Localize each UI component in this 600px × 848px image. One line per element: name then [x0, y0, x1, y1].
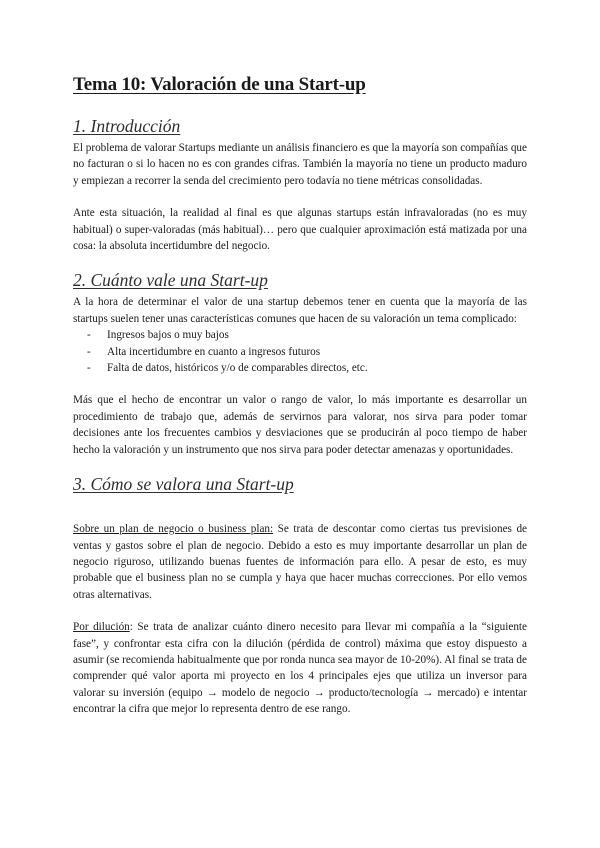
list-item: - Falta de datos, históricos y/o de comparables directos, etc.	[87, 360, 527, 376]
method-paragraph	[73, 619, 527, 717]
list-item: - Alta incertidumbre en cuanto a ingresos futuros	[87, 344, 527, 360]
method-text: Se trata de descontar como ciertas tus previsiones de ventas y gastos sobre el plan de negocio. Debido a esto es muy importante desarrollar un plan de negocio riguroso, utilizando buenas fuentes de información para ello. A pesar de esto, es muy probable que el business plan no se cumpla y haya que hacer muchas correcciones. Por ello vemos otras alternativas.	[73, 523, 528, 601]
paragraph: Ante esta situación, la realidad al final es que algunas startups están infravaloradas (no es muy habitual) o super-valoradas (más habitual)… pero que cualquier aproximación está matizada por una cosa: la absoluta incertidumbre del negocio.	[73, 207, 527, 253]
method-text: : Se trata de analizar cuánto dinero necesito para llevar mi compañía a la “siguiente fase”, y confrontar esta cifra con la dilución (pérdida de control) máxima que estoy dispuesto a asumir (se recomienda habitualmente que por ronda nunca sea mayor de 10-20%). Al final se trata de comprender qué valor aporta mi proyecto en los 4 principales ejes que utiliza un inversor para valorar su inversión (equipo → modelo de negocio → producto/tecnología → mercado) e intentar encontrar la cifra que mejor lo representa dentro de ese rango.	[73, 621, 528, 716]
method-paragraph	[73, 521, 527, 603]
paragraph: A la hora de determinar el valor de una startup debemos tener en cuenta que la mayoría de las startups suelen tener unas características comunes que hacen de su valoración un tema complicado:	[73, 296, 527, 325]
method-label: Sobre un plan de negocio o business plan:	[73, 523, 274, 536]
section-heading-introduccion: 1. Introducción	[73, 116, 181, 136]
section-heading-como-se-valora: 3. Cómo se valora una Start-up	[73, 474, 294, 495]
bullet-list	[73, 327, 527, 376]
document-title: Tema 10: Valoración de una Start-up	[73, 74, 366, 95]
list-item: - Ingresos bajos o muy bajos	[87, 327, 527, 343]
paragraph: El problema de valorar Startups mediante un análisis financiero es que la mayoría son compañías que no facturan o si lo hacen no es con grandes cifras. También la mayoría no tiene un producto maduro y empiezan a recorrer la senda del crecimiento pero todavía no tiene métricas consolidadas.	[73, 142, 527, 187]
method-label: Por dilución	[73, 621, 130, 634]
document-page	[73, 74, 527, 718]
section-heading-cuanto-vale: 2. Cuánto vale una Start-up	[73, 270, 268, 291]
paragraph: Más que el hecho de encontrar un valor o rango de valor, lo más importante es desarrollar un procedimiento de trabajo que, además de servirnos para valorar, nos sirva para poder tomar decisiones ante los frecuentes cambios y desviaciones que se producirán al poco tiempo de haber hecho la valoración y un instrumento que nos sirva para poder detectar amenazas y oportunidades.	[73, 394, 527, 456]
